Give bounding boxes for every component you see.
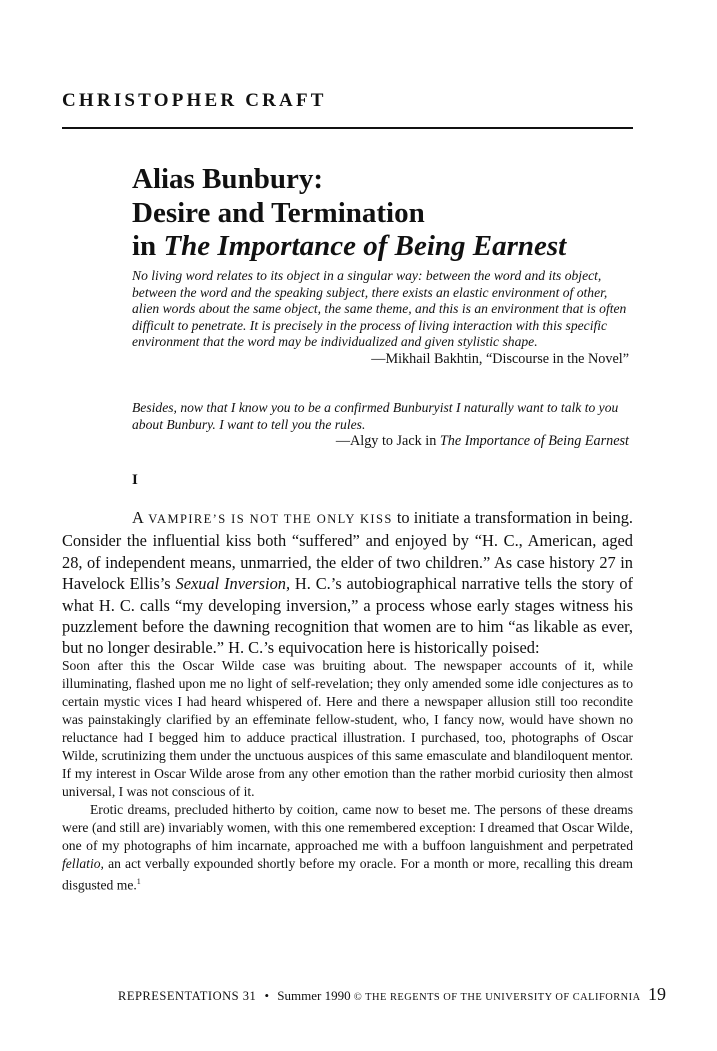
footnote-marker: 1 xyxy=(136,877,141,886)
page-footer xyxy=(118,988,641,1004)
running-header-author: CHRISTOPHER CRAFT xyxy=(62,90,327,111)
title-line-2: Desire and Termination xyxy=(132,196,425,229)
footer-copyright: © THE REGENTS OF THE UNIVERSITY OF CALIFORNIA xyxy=(353,992,641,1003)
title-line-1: Alias Bunbury: xyxy=(132,163,323,195)
section-number: I xyxy=(132,472,138,488)
article-title xyxy=(132,163,566,264)
epigraph-algy-attribution xyxy=(132,433,629,450)
body-part-2: H. C.’s autobiographical narrative tells the story of what H. C. calls “my developing inversion,” a process whose early stages witness his puzzlement before the dawning recognition that women are to him “as likable as ever, but no longer desirable.” H. C.’s equivocation here is historically poised: xyxy=(62,574,634,658)
body-italic-title: Sexual Inversion, xyxy=(175,574,291,594)
footer-journal: REPRESENTATIONS 31 xyxy=(118,989,257,1003)
body-part-1: to initiate a transformation in being. Consider the influential kiss both “suffered” and enjoyed by “H. C., American, aged 28, of independent means, unmarried, the elder of two children.” As case history 27 in Havelock Ellis’s xyxy=(62,508,633,594)
block-quote-para-1: Soon after this the Oscar Wilde case was bruiting about. The newspaper accounts of it, while illuminating, flashed upon me no light of self-revelation; they only amended some idle conjectures as to certain mystic vices I had heard whispered of. Here and there a newspaper allusion still too recondite was painstakingly clarified by an effeminate fellow-student, who, I fancy now, would have shown no reluctance had I begged him to adduce practical illustration. I purchased, too, photographs of Oscar Wilde, scrutinizing them under the unctuous auspices of this same emasculate and blandiloquent mentor. If my interest in Oscar Wilde arose from any other emotion than the rather morbid curiosity then almost universal, I was not conscious of it. xyxy=(62,658,633,799)
header-rule xyxy=(62,127,633,129)
body-paragraph xyxy=(62,507,633,659)
footer-issue: Summer 1990 xyxy=(277,988,351,1003)
lead-capital: A xyxy=(132,508,144,527)
epigraph-bakhtin-text: No living word relates to its object in a singular way: between the word and its object, between the word and the speaking subject, there exists an elastic environment of other, alien words about the same object, the same theme, and this is an environment that is often difficult to penetrate. It is precisely in the process of living interaction with this specific environment that the word may be individualized and given stylistic shape. xyxy=(132,268,627,350)
epigraph-algy-text: Besides, now that I know you to be a confirmed Bunburyist I naturally want to talk to you about Bunbury. I want to tell you the rules. xyxy=(132,400,619,432)
footer-separator: • xyxy=(264,988,270,1003)
title-line-3 xyxy=(132,230,566,264)
title-play-name: The Importance of Being Earnest xyxy=(163,230,567,262)
block-quote xyxy=(62,657,633,895)
title-line-3-prefix: in xyxy=(132,230,164,262)
lead-smallcaps: VAMPIRE’S IS NOT THE ONLY KISS xyxy=(143,512,393,526)
epigraph-algy-attribution-play: The Importance of Being Earnest xyxy=(439,433,629,450)
epigraph-bakhtin-attribution: —Mikhail Bakhtin, “Discourse in the Novel” xyxy=(371,350,629,367)
page-number: 19 xyxy=(648,984,666,1004)
epigraph-algy-attribution-prefix: —Algy to Jack in xyxy=(335,433,440,450)
epigraph-algy xyxy=(132,400,629,450)
epigraph-bakhtin xyxy=(132,268,629,368)
block-quote-para-2-b: an act verbally expounded shortly before my oracle. For a month or more, recalling this dream disgusted me. xyxy=(62,856,633,893)
block-quote-italic: fellatio, xyxy=(62,856,104,871)
block-quote-para-2-a: Erotic dreams, precluded hitherto by coition, came now to beset me. The persons of these dreams were (and still are) invariably women, with this one remembered exception: I dreamed that Oscar Wilde, one of my photographs of him incarnate, approached me with a buffoon languishment and perpetrated xyxy=(62,802,633,853)
block-quote-para-2 xyxy=(62,801,633,895)
